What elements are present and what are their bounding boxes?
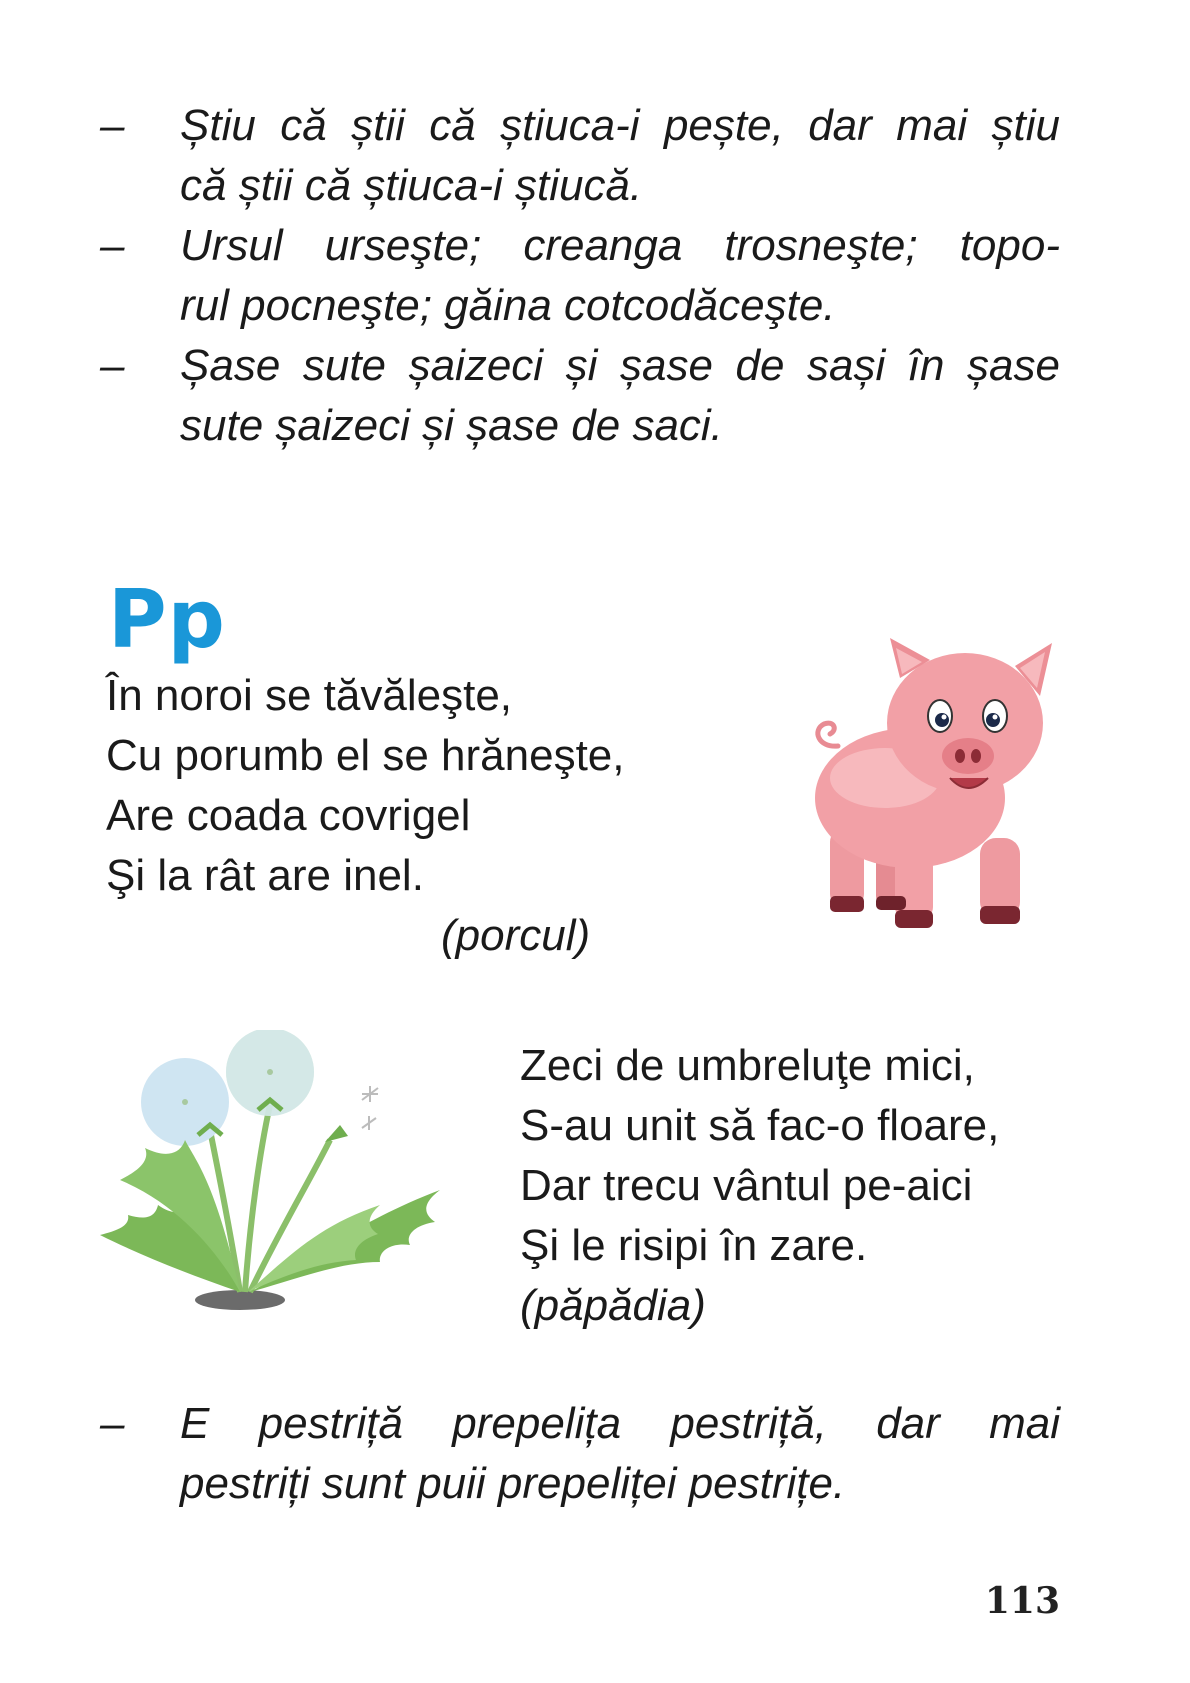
twister-line: că știi că știuca-i știucă. xyxy=(180,161,643,210)
letter-heading: Pp xyxy=(108,573,226,666)
pig-hoof xyxy=(876,896,906,910)
riddle-dandelion xyxy=(520,1036,999,1336)
riddle-line: S-au unit să fac-o floare, xyxy=(520,1101,1000,1150)
riddle-answer: (porcul) xyxy=(441,911,591,960)
riddle-line: Şi le risipi în zare. xyxy=(520,1221,868,1270)
pig-snout xyxy=(942,738,994,774)
tongue-twister-4 xyxy=(100,1394,1060,1514)
riddle-pig xyxy=(106,666,625,966)
tongue-twister-2 xyxy=(100,216,1060,336)
riddle-line: Dar trecu vântul pe-aici xyxy=(520,1161,973,1210)
riddle-line: În noroi se tăvăleşte, xyxy=(106,671,513,720)
twister-line: Știu că știi că știuca-i pește, dar mai știu xyxy=(180,101,1060,150)
pig-hoof xyxy=(830,896,864,912)
twister-line: sute șaizeci și șase de saci. xyxy=(180,401,723,450)
pig-hoof xyxy=(895,910,933,928)
dash: – xyxy=(100,1399,125,1448)
dash: – xyxy=(100,101,125,150)
tongue-twister-1 xyxy=(100,96,1060,216)
dandelion-illustration xyxy=(100,1030,470,1320)
riddle-line: Şi la rât are inel. xyxy=(106,851,424,900)
page-number: 113 xyxy=(984,1580,1060,1622)
twister-line: Ursul urseşte; creanga trosneşte; topo- xyxy=(180,221,1060,270)
twister-line: rul pocneşte; găina cotcodăceşte. xyxy=(180,281,836,330)
pig-hoof xyxy=(980,906,1020,924)
pig-tail xyxy=(818,723,838,746)
ground xyxy=(195,1290,285,1310)
riddle-line: Zeci de umbreluţe mici, xyxy=(520,1041,975,1090)
dash: – xyxy=(100,341,125,390)
riddle-answer: (păpădia) xyxy=(520,1281,706,1330)
tongue-twister-3 xyxy=(100,336,1060,456)
bud xyxy=(325,1125,348,1142)
dash: – xyxy=(100,221,125,270)
twister-line: Șase sute șaizeci și șase de sași în șase xyxy=(180,341,1060,390)
riddle-line: Are coada covrigel xyxy=(106,791,471,840)
riddle-line: Cu porumb el se hrăneşte, xyxy=(106,731,625,780)
pig-illustration xyxy=(790,638,1075,938)
twister-line: E pestriță prepelița pestriță, dar mai xyxy=(180,1399,1060,1448)
twister-line: pestriți sunt puii prepeliței pestrițe. xyxy=(180,1459,846,1508)
flying-seed xyxy=(362,1086,378,1130)
